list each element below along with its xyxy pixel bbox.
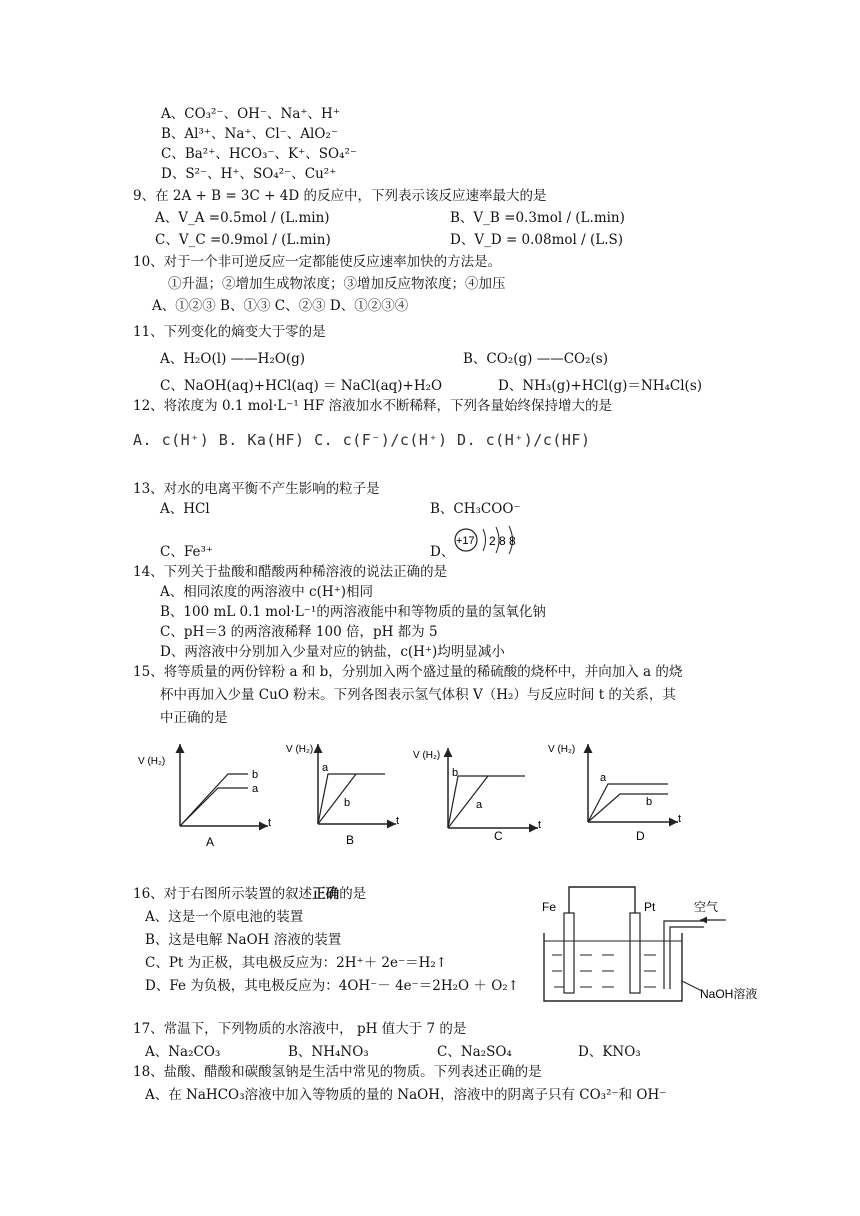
q8-option-d: D、S²⁻、H⁺、SO₄²⁻、Cu²⁺ [161,166,337,182]
fe-electrode [564,913,574,993]
graph-b-label: B [346,833,355,847]
atom-shells: 2 8 8 [489,534,516,548]
q11-stem: 11、下列变化的熵变大于零的是 [133,324,326,340]
q15-stem-line1: 15、将等质量的两份锌粉 a 和 b，分别加入两个盛过量的稀硫酸的烧杯中，并向加入 a 的烧 [133,664,683,680]
q14-stem: 14、下列关于盐酸和醋酸两种稀溶液的说法正确的是 [133,564,448,580]
graph-panel-d [548,744,681,843]
graph-a-curve-b: b [252,769,259,781]
q16-option-b: B、这是电解 NaOH 溶液的装置 [145,932,342,948]
q9-stem: 9、在 2A + B = 3C + 4D 的反应中，下列表示该反应速率最大的是 [133,188,547,204]
graph-a-xlabel: t [268,817,272,829]
q16-option-a: A、这是一个原电池的装置 [145,909,304,925]
q16-stem-bold: 正确 [312,886,340,902]
graph-b-curve-a: a [322,762,329,774]
graph-b-ylabel: V (H₂) [286,744,314,755]
q9-option-b: B、V_B =0.3mol / (L.min) [450,210,625,226]
q11-option-a: A、H₂O(l) ——H₂O(g) [160,351,306,367]
q8-option-a: A、CO₃²⁻、OH⁻、Na⁺、H⁺ [161,106,340,122]
q15-graphs [130,738,700,850]
graph-d-xlabel: t [678,813,682,825]
q8-option-c: C、Ba²⁺、HCO₃⁻、K⁺、SO₄²⁻ [161,146,358,162]
q10-stem: 10、对于一个非可逆反应一定都能使反应速率加快的方法是。 [133,254,502,270]
q16-stem [133,885,366,903]
q8-option-b: B、Al³⁺、Na⁺、Cl⁻、AlO₂⁻ [161,126,338,142]
q9-option-a: A、V_A =0.5mol / (L.min) [155,210,330,226]
graph-panel-a [138,744,271,849]
q17-option-a: A、Na₂CO₃ [145,1044,221,1060]
q13-option-c: C、Fe³⁺ [160,544,213,560]
q17-option-c: C、Na₂SO₄ [437,1044,512,1060]
graph-d-curve-b: b [646,796,653,808]
q14-option-d: D、两溶液中分别加入少量对应的钠盐，c(H⁺)均明显减小 [160,644,505,660]
air-label: 空气 [694,900,719,914]
graph-d-label: D [636,829,645,843]
pt-electrode [630,913,640,993]
q14-option-c: C、pH＝3 的两溶液稀释 100 倍，pH 都为 5 [160,624,438,640]
q11-option-b: B、CO₂(g) ——CO₂(s) [463,351,608,367]
q9-option-c: C、V_C =0.9mol / (L.min) [155,232,331,248]
q14-option-a: A、相同浓度的两溶液中 c(H⁺)相同 [160,584,374,600]
q12-options-image: A. c(H⁺) B. Ka(HF) C. c(F⁻)/c(H⁺) D. c(H⁺)/c(HF) [133,431,591,449]
graph-c-xlabel: t [538,819,542,831]
graph-d-curve-a: a [600,772,607,784]
q11-option-d: D、NH₃(g)+HCl(g)＝NH₄Cl(s) [498,378,703,394]
graph-b-xlabel: t [396,815,400,827]
atom-nucleus: +17 [456,535,475,547]
q18-stem: 18、盐酸、醋酸和碳酸氢钠是生活中常见的物质。下列表述正确的是 [133,1064,542,1080]
q14-option-b: B、100 mL 0.1 mol·L⁻¹的两溶液能中和等物质的量的氢氧化钠 [160,604,546,620]
graph-c-curve-a: a [476,799,483,811]
graph-panel-c [413,748,541,843]
q13-option-a: A、HCl [160,501,210,517]
pt-label: Pt [644,900,656,914]
graph-a-ylabel: V (H₂) [138,756,166,767]
q15-stem-line2: 杯中再加入少量 CuO 粉末。下列各图表示氢气体积 V（H₂）与反应时间 t 的关系，其 [160,687,676,703]
q17-option-b: B、NH₄NO₃ [288,1044,369,1060]
q11-option-c: C、NaOH(aq)+HCl(aq) ＝ NaCl(aq)+H₂O [160,378,443,394]
q16-option-d: D、Fe 为负极，其电极反应为：4OH⁻－ 4e⁻＝2H₂O ＋ O₂↑ [145,978,519,994]
q17-stem: 17、常温下，下列物质的水溶液中， pH 值大于 7 的是 [133,1021,467,1037]
atom-structure-diagram [450,520,530,560]
graph-b-curve-b: b [344,797,351,809]
q15-stem-line3: 中正确的是 [160,710,228,726]
q10-items: ①升温；②增加生成物浓度；③增加反应物浓度；④加压 [168,276,506,292]
q16-stem-post: 的是 [339,886,367,902]
graph-a-curve-a: a [252,783,259,795]
graph-a-label: A [206,835,215,849]
q13-stem: 13、对水的电离平衡不产生影响的粒子是 [133,481,380,497]
q10-options: A、①②③ B、①③ C、②③ D、①②③④ [152,298,409,314]
solution-label: NaOH溶液 [700,987,758,1001]
graph-c-label: C [494,829,503,843]
q16-option-c: C、Pt 为正极，其电极反应为：2H⁺＋ 2e⁻＝H₂↑ [145,955,448,971]
graph-c-curve-b: b [452,767,459,779]
graph-panel-b [286,744,399,847]
q9-option-d: D、V_D = 0.08mol / (L.S) [450,232,624,248]
q13-option-d: D、 [430,544,455,560]
q12-stem: 12、将浓度为 0.1 mol·L⁻¹ HF 溶液加水不断稀释，下列各量始终保持增大的是 [133,398,612,414]
q13-option-b: B、CH₃COO⁻ [430,501,521,517]
q16-stem-pre: 16、对于右图所示装置的叙述 [133,886,313,902]
fe-label: Fe [542,900,557,914]
graph-d-ylabel: V (H₂) [548,744,576,755]
q17-option-d: D、KNO₃ [578,1044,641,1060]
electrochem-apparatus [540,883,770,1013]
graph-c-ylabel: V (H₂) [413,750,441,761]
q18-option-a: A、在 NaHCO₃溶液中加入等物质的量的 NaOH，溶液中的阴离子只有 CO₃²⁻和 OH⁻ [145,1087,667,1103]
